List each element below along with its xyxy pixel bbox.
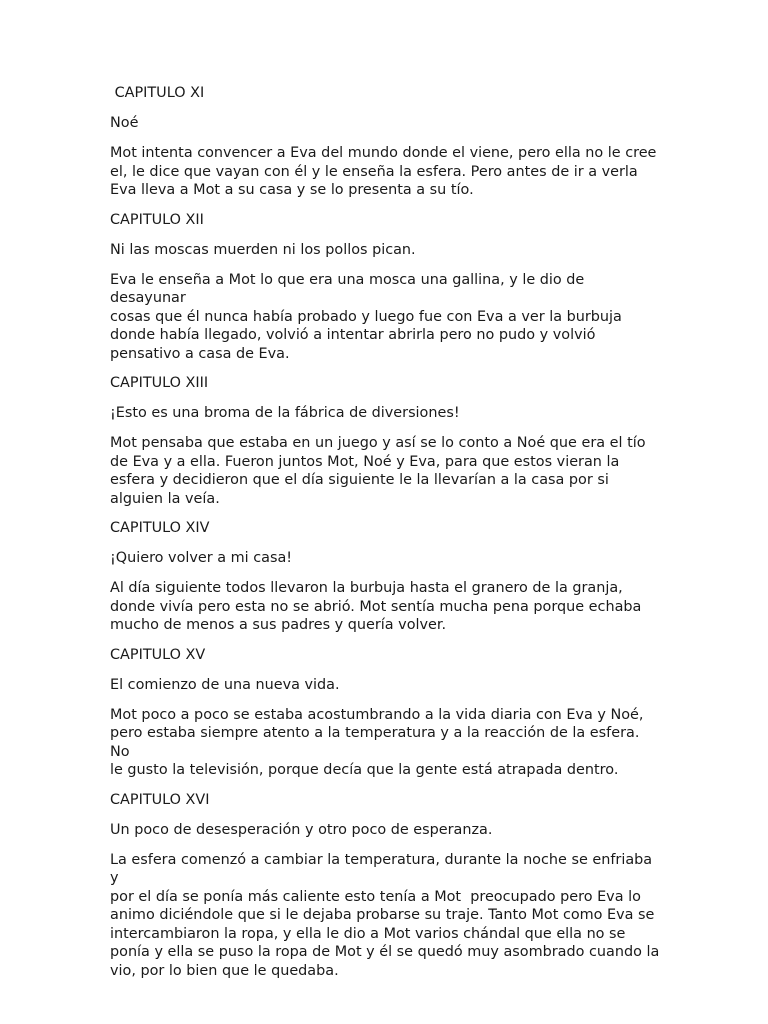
chapter-title-xi: Noé <box>110 115 139 131</box>
chapter-body-xiv: Al día siguiente todos llevaron la burbuja hasta el granero de la granja, donde vivía pero esta no se abrió. Mot sentía mucha pena porque echaba mucho de menos a sus padres y quería volver. <box>110 580 642 633</box>
chapter-heading-xii: CAPITULO XII <box>110 211 204 228</box>
chapter-heading-xvi: CAPITULO XVI <box>110 791 210 808</box>
chapter-title-xiv: ¡Quiero volver a mi casa! <box>110 550 293 566</box>
chapter-heading-xi: CAPITULO XI <box>110 85 205 101</box>
chapter-body-xvi: La esfera comenzó a cambiar la temperatura, durante la noche se enfriaba y por el día se ponía más caliente esto tenía a Mot preocupado pero Eva lo animo diciéndole que si le dejaba probarse su traje. Tanto Mot como Eva se intercambiaron la ropa, y ella le dio a Mot varios chándal que ella no se ponía y ella se puso la ropa de Mot y él se quedó muy asombrado cuando la vio, por lo bien que le quedaba. <box>110 851 660 979</box>
chapter-title-xv: El comienzo de una nueva vida. <box>110 676 340 693</box>
chapter-heading-xv: CAPITULO XV <box>110 646 206 663</box>
chapter-body-xiii: Mot pensaba que estaba en un juego y así se lo conto a Noé que era el tío de Eva y a ella. Fueron juntos Mot, Noé y Eva, para que estos vieran la esfera y decidieron que el día siguiente le la llevarían a la casa por si alguien la veía. <box>110 435 646 507</box>
document-page <box>110 84 660 991</box>
chapter-title-xvi: Un poco de desesperación y otro poco de esperanza. <box>110 821 493 838</box>
chapter-heading-xiii: CAPITULO XIII <box>110 375 209 391</box>
chapter-heading-xiv: CAPITULO XIV <box>110 520 210 536</box>
chapter-title-xiii: ¡Esto es una broma de la fábrica de diversiones! <box>110 405 460 421</box>
chapter-body-xv: Mot poco a poco se estaba acostumbrando a la vida diaria con Eva y Noé, pero estaba siempre atento a la temperatura y a la reacción de la esfera. No le gusto la televisión, porque decía que la gente está atrapada dentro. <box>110 706 644 778</box>
chapter-body-xii: Eva le enseña a Mot lo que era una mosca una gallina, y le dio de desayunar cosas que él nunca había probado y luego fue con Eva a ver la burbuja donde había llegado, volvió a intentar abrirla pero no pudo y volvió pensativo a casa de Eva. <box>110 271 622 362</box>
chapter-body-xi: Mot intenta convencer a Eva del mundo donde el viene, pero ella no le cree el, le dice que vayan con él y le enseña la esfera. Pero antes de ir a verla Eva lleva a Mot a su casa y se lo presenta a su tío. <box>110 145 657 198</box>
chapter-title-xii: Ni las moscas muerden ni los pollos pican. <box>110 241 416 258</box>
